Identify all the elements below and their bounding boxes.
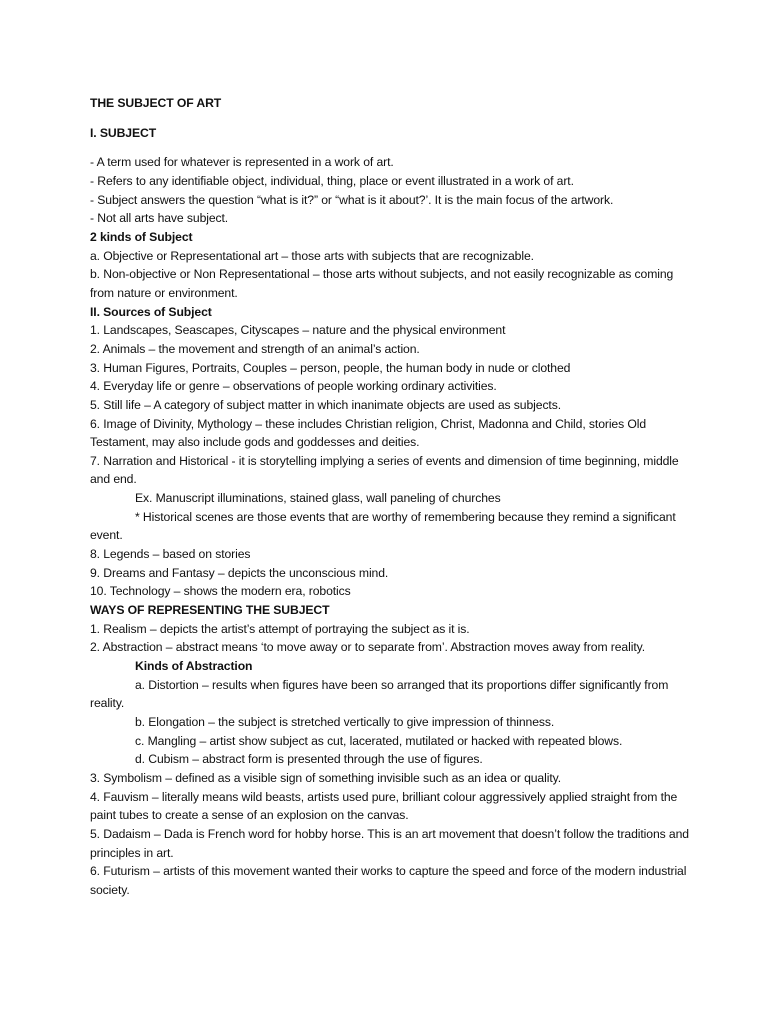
source-item: 6. Image of Divinity, Mythology – these includes Christian religion, Christ, Madonna and Child, stories Old Testament, may also include gods and goddesses and deities. bbox=[90, 416, 647, 450]
subject-bullet: - Subject answers the question “what is it?” or “what is it about?’. It is the main focus of the artwork. bbox=[90, 192, 614, 207]
document-page bbox=[90, 94, 690, 900]
section-heading-ways: WAYS OF REPRESENTING THE SUBJECT bbox=[90, 603, 330, 618]
source-item: 7. Narration and Historical - it is storytelling implying a series of events and dimension of time beginning, middle and end. bbox=[90, 453, 679, 487]
subject-bullet: - Not all arts have subject. bbox=[90, 211, 229, 226]
subject-bullet: - Refers to any identifiable object, individual, thing, place or event illustrated in a work of art. bbox=[90, 173, 574, 188]
source-item: 1. Landscapes, Seascapes, Cityscapes – nature and the physical environment bbox=[90, 323, 506, 338]
source-item: 3. Human Figures, Portraits, Couples – person, people, the human body in nude or clothed bbox=[90, 360, 571, 375]
way-item: 4. Fauvism – literally means wild beasts, artists used pure, brilliant colour aggressively applied straight from the paint tubes to create a sense of an explosion on the canvas. bbox=[90, 789, 678, 823]
source-example: Ex. Manuscript illuminations, stained glass, wall paneling of churches bbox=[135, 491, 501, 506]
source-item: 10. Technology – shows the modern era, robotics bbox=[90, 584, 351, 599]
source-item: 8. Legends – based on stories bbox=[90, 547, 251, 562]
abstraction-kind: b. Elongation – the subject is stretched vertically to give impression of thinness. bbox=[135, 715, 555, 729]
way-item: 2. Abstraction – abstract means ‘to move away or to separate from’. Abstraction moves away from reality. bbox=[90, 640, 645, 655]
abstraction-kind: c. Mangling – artist show subject as cut, lacerated, mutilated or hacked with repeated blows. bbox=[135, 733, 623, 748]
kinds-of-subject-heading: 2 kinds of Subject bbox=[90, 229, 193, 244]
document-title: THE SUBJECT OF ART bbox=[90, 96, 222, 110]
source-item: 9. Dreams and Fantasy – depicts the unconscious mind. bbox=[90, 565, 389, 580]
way-item: 1. Realism – depicts the artist’s attempt of portraying the subject as it is. bbox=[90, 621, 470, 636]
kinds-of-abstraction-heading: Kinds of Abstraction bbox=[135, 659, 253, 674]
section-heading-sources: II. Sources of Subject bbox=[90, 304, 212, 319]
subject-bullet: - A term used for whatever is represented in a work of art. bbox=[90, 155, 394, 170]
way-item: 5. Dadaism – Dada is French word for hobby horse. This is an art movement that doesn’t follow the traditions and principles in art. bbox=[90, 826, 689, 860]
source-note: * Historical scenes are those events that are worthy of remembering because they remind a significant event. bbox=[90, 509, 676, 543]
kind-item: a. Objective or Representational art – those arts with subjects that are recognizable. bbox=[90, 248, 534, 263]
way-item: 3. Symbolism – defined as a visible sign of something invisible such as an idea or quality. bbox=[90, 770, 561, 785]
section-heading-subject: I. SUBJECT bbox=[90, 125, 157, 140]
abstraction-kind: d. Cubism – abstract form is presented through the use of figures. bbox=[135, 752, 483, 767]
abstraction-kind: a. Distortion – results when figures have been so arranged that its proportions differ significantly from reality. bbox=[90, 677, 669, 711]
source-item: 5. Still life – A category of subject matter in which inanimate objects are used as subjects. bbox=[90, 397, 561, 412]
source-item: 4. Everyday life or genre – observations of people working ordinary activities. bbox=[90, 379, 497, 394]
way-item: 6. Futurism – artists of this movement wanted their works to capture the speed and force of the modern industrial society. bbox=[90, 864, 687, 897]
source-item: 2. Animals – the movement and strength of an animal’s action. bbox=[90, 341, 420, 356]
kind-item: b. Non-objective or Non Representational – those arts without subjects, and not easily recognizable as coming from nature or environment. bbox=[90, 267, 674, 300]
